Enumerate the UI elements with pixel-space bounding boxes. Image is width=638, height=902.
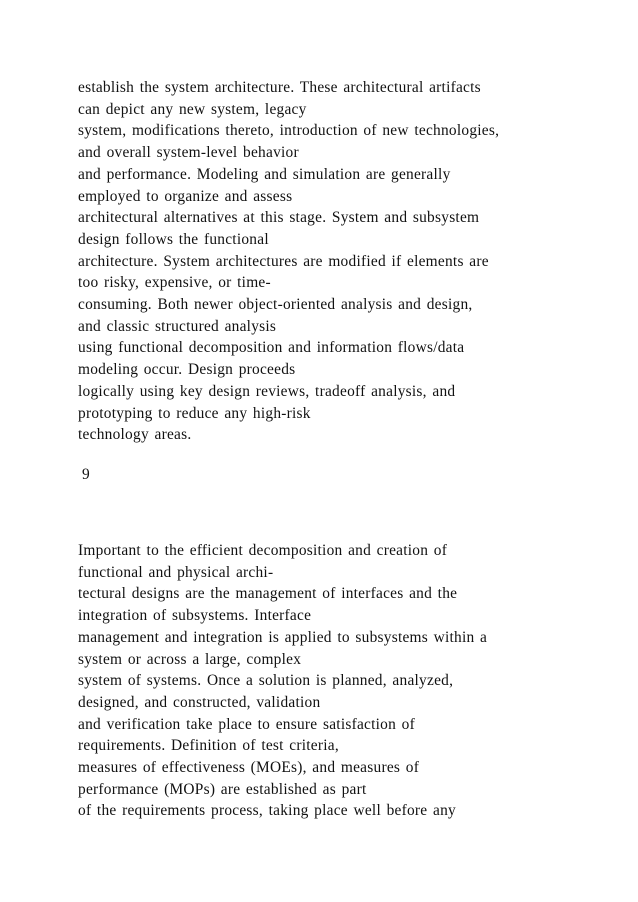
text-line: tectural designs are the management of interfaces and the bbox=[78, 585, 458, 603]
text-line: Important to the efficient decomposition and creation of bbox=[78, 542, 448, 559]
text-line: logically using key design reviews, tradeoff analysis, and bbox=[78, 382, 456, 400]
text-line: architectural alternatives at this stage. System and subsystem bbox=[78, 209, 480, 227]
text-line: architecture. System architectures are modified if elements are bbox=[78, 252, 489, 270]
text-line: designed, and constructed, validation bbox=[78, 693, 321, 711]
text-line: performance (MOPs) are established as part bbox=[78, 780, 367, 798]
text-line: management and integration is applied to subsystems within a bbox=[78, 628, 488, 646]
text-line: too risky, expensive, or time- bbox=[78, 274, 271, 292]
text-line: design follows the functional bbox=[78, 230, 269, 248]
text-line: technology areas. bbox=[78, 426, 192, 444]
paragraph-architecture bbox=[78, 77, 618, 446]
text-line: establish the system architecture. These architectural artifacts bbox=[78, 79, 481, 96]
text-line: system of systems. Once a solution is planned, analyzed, bbox=[78, 672, 454, 690]
text-line: employed to organize and assess bbox=[78, 187, 293, 205]
text-line: and verification take place to ensure satisfaction of bbox=[78, 715, 415, 733]
text-line: and performance. Modeling and simulation are generally bbox=[78, 165, 451, 183]
paragraph-interfaces bbox=[78, 540, 618, 822]
text-line: system or across a large, complex bbox=[78, 650, 302, 668]
text-line: integration of subsystems. Interface bbox=[78, 607, 312, 625]
text-line: and overall system-level behavior bbox=[78, 144, 299, 162]
text-line: of the requirements process, taking place well before any bbox=[78, 802, 456, 820]
text-line: can depict any new system, legacy bbox=[78, 100, 307, 118]
text-line: consuming. Both newer object-oriented analysis and design, bbox=[78, 296, 473, 314]
page-number: 9 bbox=[82, 466, 90, 483]
text-line: using functional decomposition and information flows/data bbox=[78, 339, 465, 357]
text-line: modeling occur. Design proceeds bbox=[78, 361, 296, 379]
text-line: measures of effectiveness (MOEs), and measures of bbox=[78, 759, 420, 777]
text-line: system, modifications thereto, introduction of new technologies, bbox=[78, 122, 500, 140]
text-line: requirements. Definition of test criteria, bbox=[78, 737, 339, 755]
text-line: functional and physical archi- bbox=[78, 563, 274, 581]
text-line: prototyping to reduce any high-risk bbox=[78, 404, 311, 422]
text-line: and classic structured analysis bbox=[78, 317, 277, 335]
